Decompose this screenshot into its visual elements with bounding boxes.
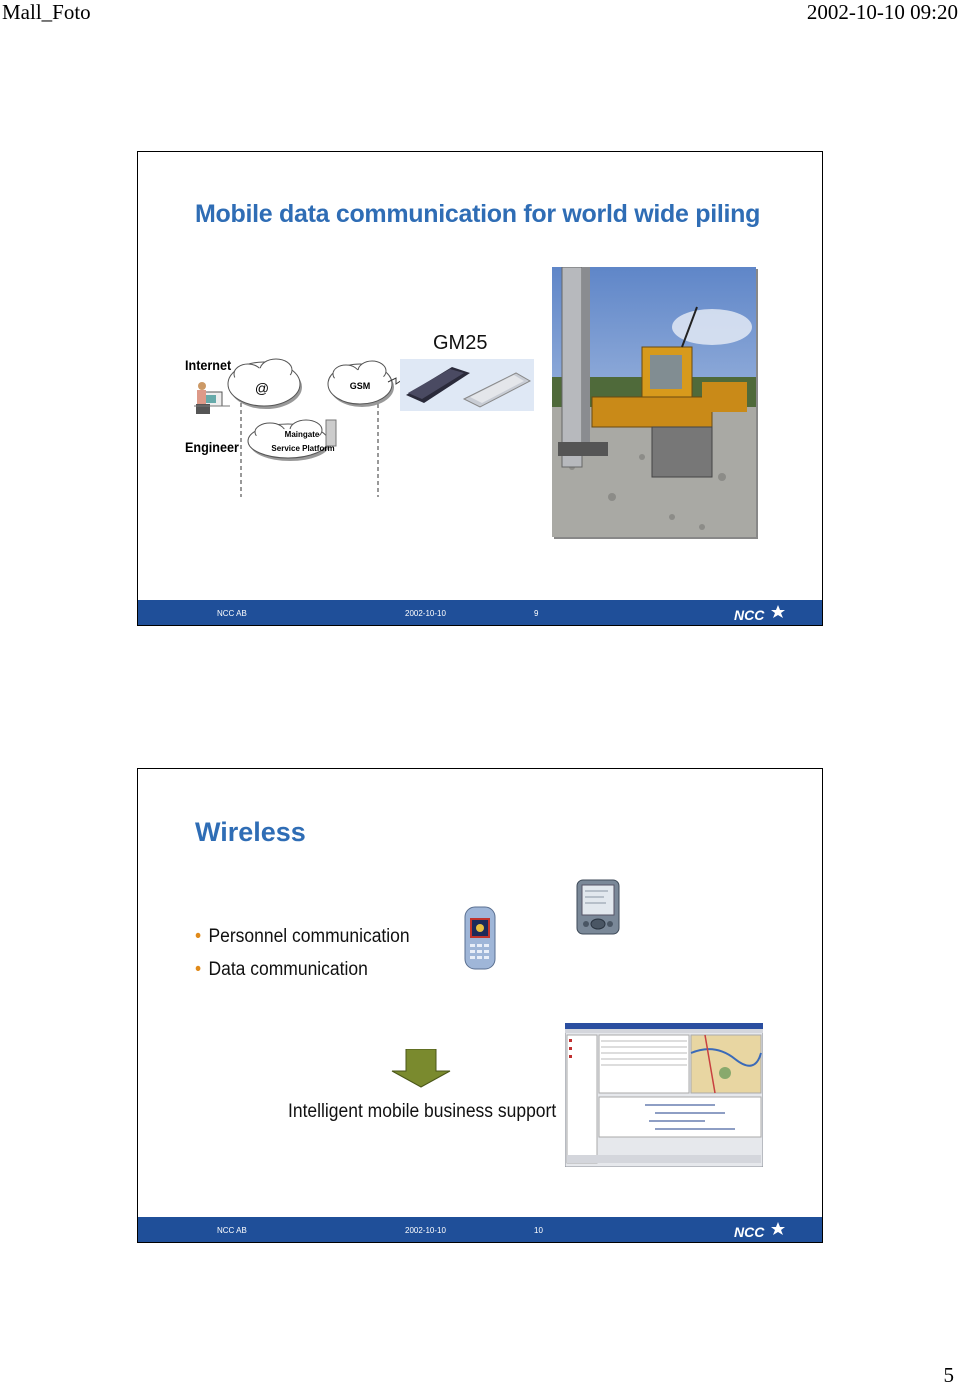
svg-text:NCC: NCC (734, 1224, 765, 1240)
slide-title: Mobile data communication for world wide piling (195, 200, 761, 228)
gsm-label: GSM (349, 381, 371, 391)
footer-page: 10 (534, 1226, 543, 1235)
footer-company: NCC AB (217, 1226, 247, 1235)
slide-footer (138, 600, 822, 625)
service-platform-label: Service Platform (271, 444, 335, 453)
bullet-item: • Data communication (195, 959, 368, 980)
software-screenshot-image (565, 1023, 763, 1167)
footer-company: NCC AB (217, 609, 247, 618)
pda-image (576, 879, 620, 935)
down-arrow-icon (390, 1049, 452, 1089)
footer-date: 2002-10-10 (405, 1226, 446, 1235)
slide-title: Wireless (195, 817, 306, 847)
piling-rig-photo (552, 267, 758, 539)
document-header-left: Mall_Foto (2, 0, 91, 24)
gm25-modem-image (400, 359, 534, 411)
footer-date: 2002-10-10 (405, 609, 446, 618)
internet-label: Internet (185, 357, 232, 373)
document-header-right: 2002-10-10 09:20 (806, 0, 958, 24)
page-number: 5 (943, 1363, 954, 1387)
bullet-dot-icon: • (195, 959, 202, 980)
footer-page: 9 (534, 609, 539, 618)
slide-10 (137, 768, 823, 1243)
ncc-logo-icon (734, 1220, 786, 1240)
bullet-dot-icon: • (195, 926, 202, 947)
gm25-label: GM25 (433, 332, 488, 354)
bullet-item: • Personnel communication (195, 926, 410, 947)
engineer-label: Engineer (185, 439, 239, 455)
maingate-label: Maingate (284, 430, 320, 439)
svg-text:NCC: NCC (734, 607, 765, 623)
maingate-cloud-icon (248, 420, 336, 461)
slide-caption: Intelligent mobile business support (288, 1101, 557, 1122)
ncc-logo-icon (734, 603, 786, 623)
slide-9 (137, 151, 823, 626)
mobile-phone-image (462, 906, 498, 970)
slide-footer (138, 1217, 822, 1242)
engineer-icon (194, 382, 230, 414)
at-label: @ (254, 380, 270, 396)
